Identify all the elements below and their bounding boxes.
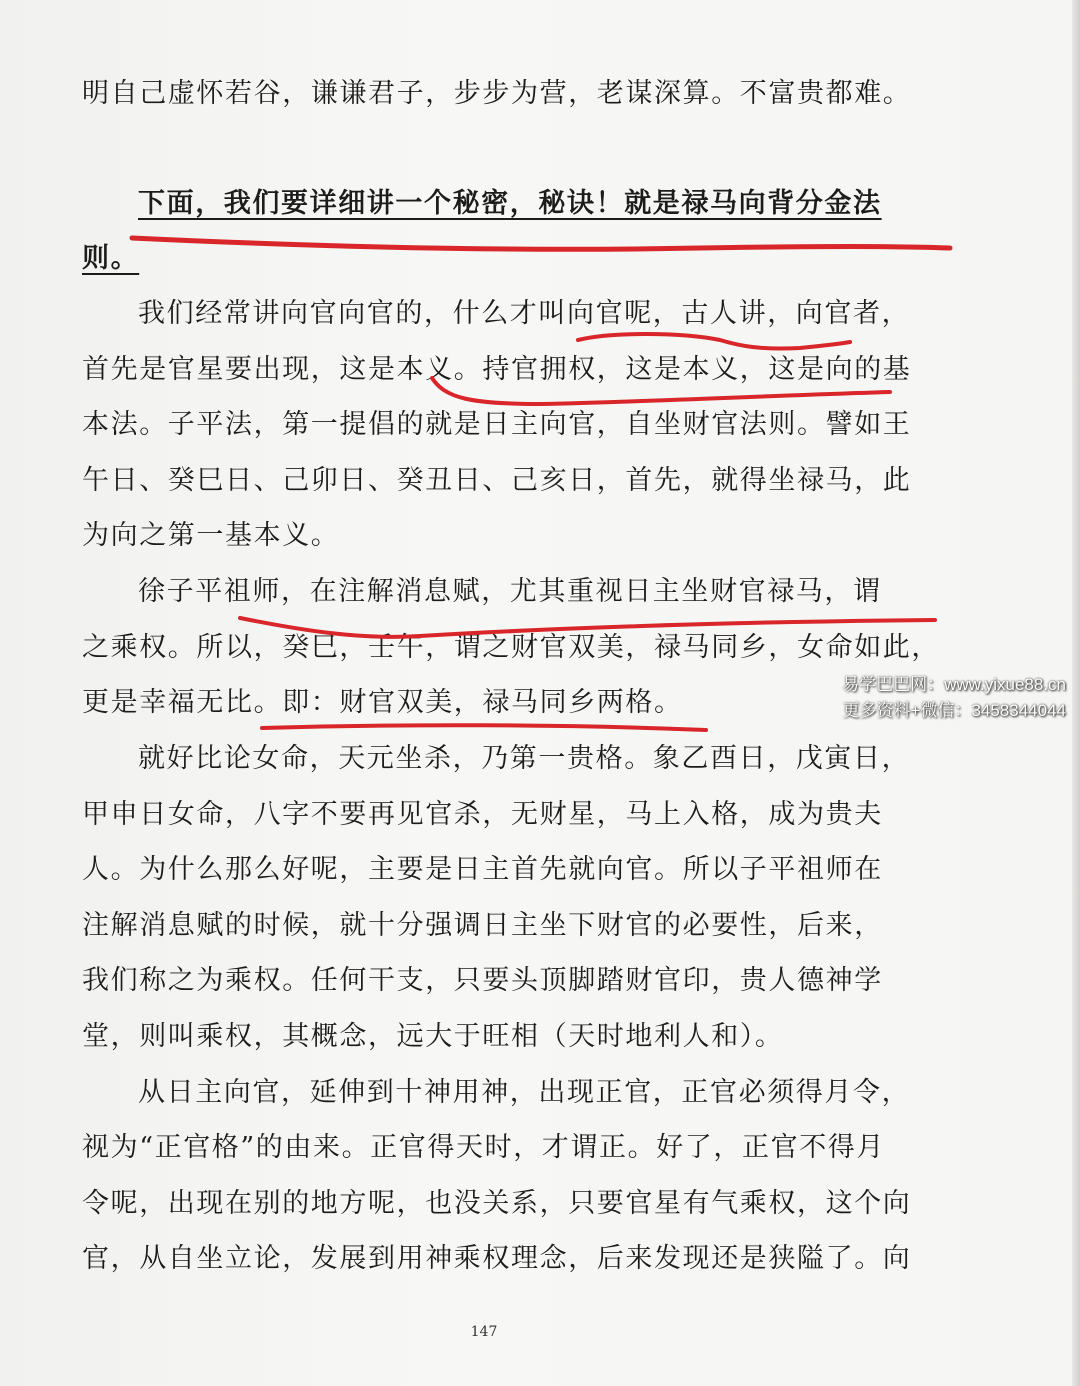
text-line-20: 令呢，出现在别的地方呢，也没关系，只要官星有气乘权，这个向 — [82, 1188, 912, 1219]
annotation-stroke-heading — [132, 238, 950, 249]
text-line-9: 徐子平祖师，在注解消息赋，尤其重视日主坐财官禄马，谓 — [138, 576, 882, 607]
page-edge-shadow — [1072, 0, 1080, 1386]
watermark-wechat: 更多资料+微信：3458344044 — [842, 701, 1066, 720]
text-line-8: 为向之第一基本义。 — [82, 520, 340, 551]
text-line-12: 就好比论女命，天元坐杀，乃第一贵格。象乙酉日，戊寅日， — [138, 743, 911, 774]
text-line-15: 注解消息赋的时候，就十分强调日主坐下财官的必要性，后来， — [82, 910, 883, 941]
annotation-stroke-xiangguan — [578, 334, 850, 349]
text-line-10: 之乘权。所以，癸巳，壬午，谓之财官双美，禄马同乡，女命如此， — [82, 632, 940, 663]
annotation-stroke-xuzi — [240, 618, 935, 637]
text-line-16: 我们称之为乘权。任何干支，只要头顶脚踏财官印，贵人德神学 — [82, 965, 883, 996]
annotation-stroke-chiquan — [432, 378, 890, 404]
page-number: 147 — [470, 1324, 498, 1340]
text-line-6: 本法。子平法，第一提倡的就是日主向官，自坐财官法则。譬如王 — [82, 409, 912, 440]
heading-line-1: 下面，我们要详细讲一个秘密，秘诀！就是禄马向背分金法 — [138, 188, 882, 219]
text-line-18: 从日主向官，延伸到十神用神，出现正官，正官必须得月令， — [138, 1077, 911, 1108]
text-line-11: 更是幸福无比。即：财官双美，禄马同乡两格。 — [82, 687, 683, 718]
text-line-1: 明自己虚怀若谷，谦谦君子，步步为营，老谋深算。不富贵都难。 — [82, 78, 912, 109]
text-line-5: 首先是官星要出现，这是本义。持官拥权，这是本义，这是向的基 — [82, 354, 912, 385]
text-line-19: 视为“正官格”的由来。正官得天时，才谓正。好了，正官不得月 — [82, 1132, 886, 1163]
heading-line-2: 则。 — [82, 243, 140, 274]
text-line-13: 甲申日女命，八字不要再见官杀，无财星，马上入格，成为贵夫 — [82, 799, 883, 830]
text-line-21: 官，从自坐立论，发展到用神乘权理念，后来发现还是狭隘了。向 — [82, 1243, 912, 1274]
text-line-14: 人。为什么那么好呢，主要是日主首先就向官。所以子平祖师在 — [82, 854, 883, 885]
watermark-site: 易学巴巴网：www.yixue88.cn — [842, 675, 1066, 694]
annotation-stroke-jicai — [262, 725, 706, 730]
text-line-7: 午日、癸巳日、己卯日、癸丑日、己亥日，首先，就得坐禄马，此 — [82, 465, 912, 496]
text-line-4: 我们经常讲向官向官的，什么才叫向官呢，古人讲，向官者， — [138, 298, 911, 329]
text-line-17: 堂，则叫乘权，其概念，远大于旺相（天时地利人和）。 — [82, 1021, 784, 1052]
